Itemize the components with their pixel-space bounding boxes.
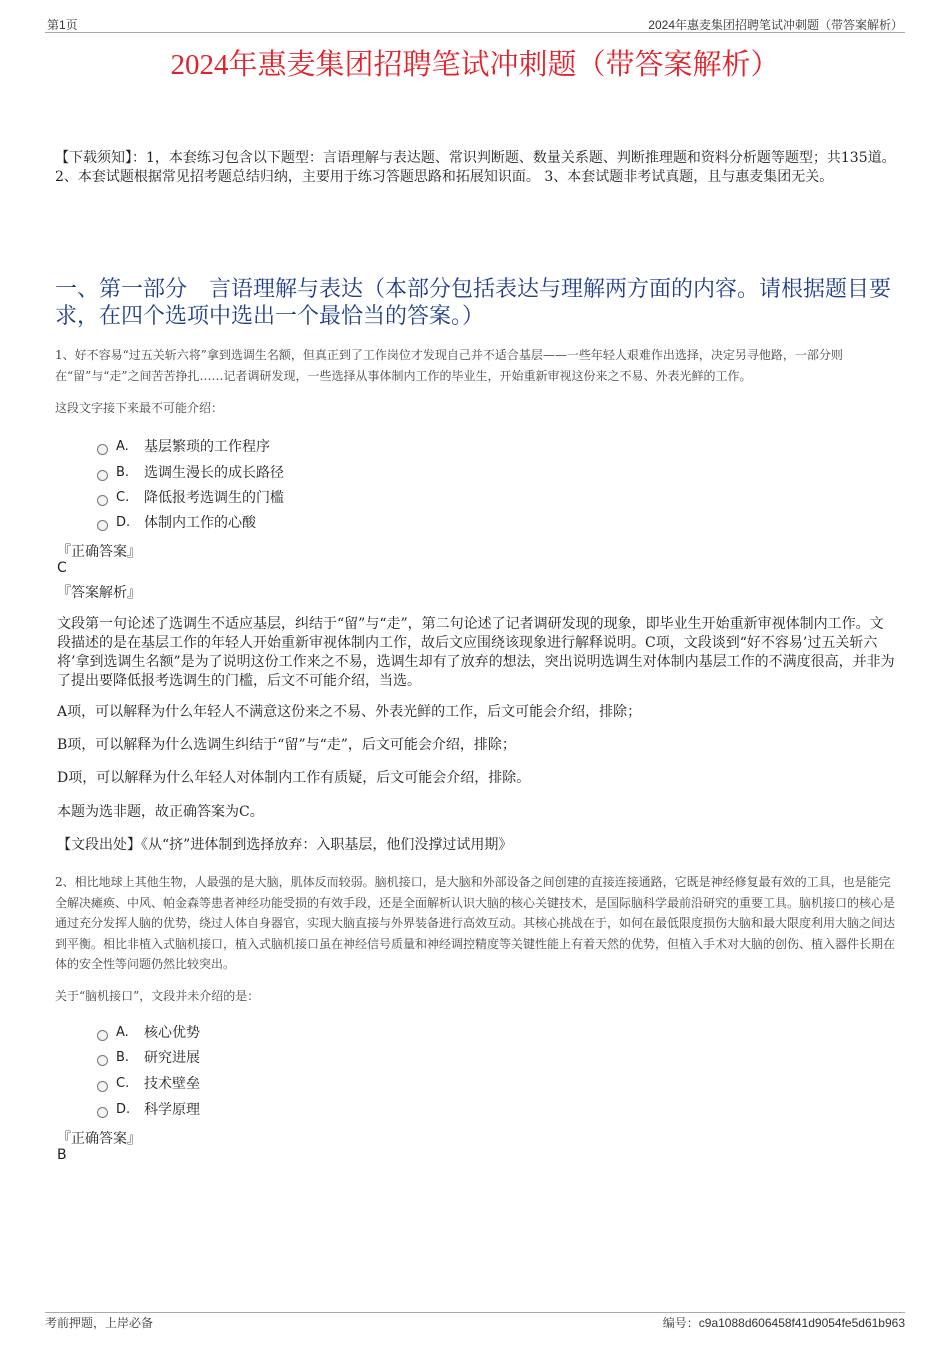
- q1-option-d[interactable]: D. 体制内工作的心酸: [97, 512, 256, 532]
- analysis-note-d: D项，可以解释为什么年轻人对体制内工作有质疑，后文可能会介绍，排除。: [57, 770, 531, 786]
- question-1-prompt: 这段文字接下来最不可能介绍：: [55, 401, 224, 415]
- footer-id: 编号：c9a1088d606458f41d9054fe5d61b963: [662, 1316, 905, 1330]
- q2-option-a[interactable]: A. 核心优势: [97, 1022, 200, 1042]
- radio-icon[interactable]: [97, 1055, 108, 1066]
- radio-icon[interactable]: [97, 1107, 108, 1118]
- correct-answer-label: 『正确答案』: [57, 544, 141, 560]
- page-title: 2024年惠麦集团招聘笔试冲刺题（带答案解析）: [170, 49, 780, 81]
- question-2-prompt: 关于“脑机接口”，文段并未介绍的是：: [55, 989, 260, 1003]
- q2-option-c[interactable]: C. 技术壁垒: [97, 1073, 200, 1093]
- text-source: 【文段出处】《从“挤”进体制到选择放弃：入职基层，他们没撑过试用期》: [57, 837, 513, 853]
- q2-option-b[interactable]: B. 研究进展: [97, 1047, 200, 1067]
- q1-option-b[interactable]: B. 选调生漫长的成长路径: [97, 462, 284, 482]
- correct-answer-label: 『正确答案』: [57, 1131, 141, 1147]
- section-heading: 一、第一部分 言语理解与表达（本部分包括表达与理解两方面的内容。请根据题目要求，在四个选项中选出一个最恰当的答案。）: [55, 277, 892, 329]
- correct-answer: C: [57, 560, 67, 576]
- radio-icon[interactable]: [97, 520, 108, 531]
- header-doc-title: 2024年惠麦集团招聘笔试冲刺题（带答案解析）: [648, 18, 903, 32]
- radio-icon[interactable]: [97, 495, 108, 506]
- radio-icon[interactable]: [97, 470, 108, 481]
- radio-icon[interactable]: [97, 444, 108, 455]
- page-number: 第1页: [47, 18, 78, 32]
- analysis-note-b: B项，可以解释为什么选调生纠结于“留”与“走”，后文可能会介绍，排除；: [57, 737, 516, 753]
- analysis-label: 『答案解析』: [57, 585, 141, 601]
- correct-answer: B: [57, 1147, 67, 1163]
- analysis-text: 文段第一句论述了选调生不适应基层，纠结于“留”与“走”，第二句论述了记者调研发现的现象，即毕业生开始重新审视体制内工作。文段描述的是在基层工作的年轻人开始重新审视体制内工作，故后文应围绕该现象进行解释说明。C项，文段谈到“好不容易’过五关斩六将’拿到选调生名额”是为了说明这份工作来之不易，选调生却有了放弃的想法，突出说明选调生对体制内基层工作的不满度很高，并非为了提出要降低报考选调生的门槛，后文不可能介绍，当选。: [57, 616, 895, 689]
- question-2-text: 2、相比地球上其他生物，人最强的是大脑，肌体反而较弱。脑机接口，是大脑和外部设备之间创建的直接连接通路，它既是神经修复最有效的工具，也是能完全解决瘫痪、中风、帕金森等患者神经功能受损的有效手段，还是全面解析认识大脑的核心关键技术，是国际脑科学最前沿研究的重要工具。脑机接口的核心是通过充分发挥人脑的优势，绕过人体自身器官，实现大脑直接与外界装备进行高效互动。其核心挑战在于，如何在最低限度损伤大脑和最大限度利用大脑之间达到平衡。相比非植入式脑机接口，植入式脑机接口虽在神经信号质量和神经调控精度等关键性能上有着天然的优势，但植入手术对大脑的创伤、植入器件长期在体的安全性等问题仍然比较突出。: [55, 875, 896, 971]
- header-divider: [45, 32, 905, 33]
- footer-slogan: 考前押题，上岸必备: [45, 1316, 154, 1330]
- q1-option-a[interactable]: A. 基层繁琐的工作程序: [97, 436, 270, 456]
- download-notice: 【下载须知】：1，本套练习包含以下题型：言语理解与表达题、常识判断题、数量关系题、判断推理题和资料分析题等题型；共135道。 2、本套试题根据常见招考题总结归纳，主要用于练习答题思路和拓展知识面。 3、本套试题非考试真题，且与惠麦集团无关。: [55, 150, 896, 185]
- q1-option-c[interactable]: C. 降低报考选调生的门槛: [97, 487, 284, 507]
- analysis-note-a: A项，可以解释为什么年轻人不满意这份来之不易、外表光鲜的工作，后文可能会介绍，排除；: [57, 704, 642, 720]
- question-1-text: 1、好不容易“过五关斩六将”拿到选调生名额，但真正到了工作岗位才发现自己并不适合基层——一些年轻人艰难作出选择，决定另寻他路，一部分则在“留”与“走”之间苦苦挣扎……记者调研发现，一些选择从事体制内工作的毕业生，开始重新审视这份来之不易、外表光鲜的工作。: [55, 348, 843, 383]
- q2-option-d[interactable]: D. 科学原理: [97, 1099, 200, 1119]
- footer-divider: [45, 1312, 905, 1313]
- analysis-conclusion: 本题为选非题，故正确答案为C。: [57, 804, 264, 820]
- radio-icon[interactable]: [97, 1030, 108, 1041]
- radio-icon[interactable]: [97, 1081, 108, 1092]
